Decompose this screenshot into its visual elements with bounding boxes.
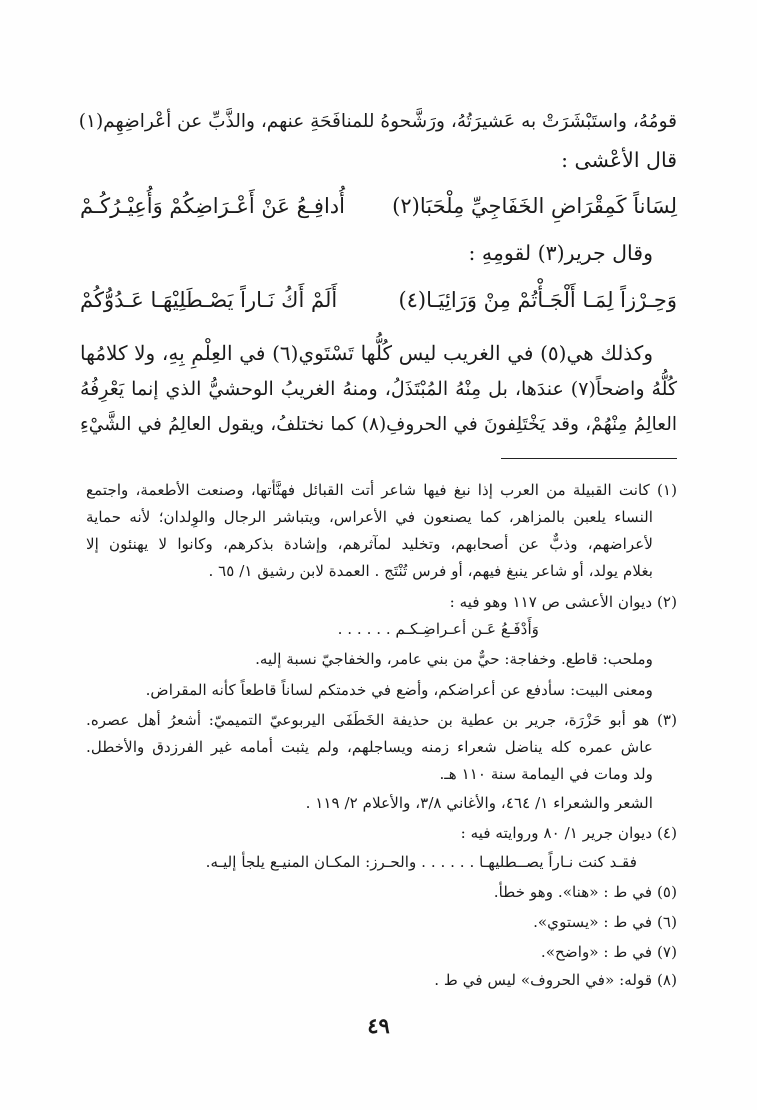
footnote-line: (٧) في ط : «واضح». <box>540 943 677 961</box>
footnote-line: (٥) في ط : «هنا». وهو خطأ. <box>493 883 677 901</box>
footnote-line: (٦) في ط : «يستوي». <box>533 913 677 931</box>
footnote-line: الشعر والشعراء ١/ ٤٦٤، والأغاني ٣/٨، والأعلام ٢/ ١١٩ . <box>305 794 653 812</box>
verse-first-hemistich: أُدافِـعُ عَنْ أَعْـرَاضِكُمْ وَأُعِيْـرُكُـمْ <box>80 194 345 218</box>
body-line: وقال جرير(٣) لقومِهِ : <box>468 241 653 265</box>
verse-line <box>80 283 677 317</box>
footnote-line: (٤) ديوان جرير ١/ ٨٠ وروايته فيه : <box>460 824 677 842</box>
footnote-line: (١) كانت القبيلة من العرب إذا نبغ فيها شاعر أتت القبائل فهنَّأتها، وصنعت الأطعمة، واجتمع <box>86 481 677 499</box>
footnote-line: ومعنى البيت: سأدفع عن أعراضكم، وأضع في خدمتكم لساناً قاطعاً كأنه المقراض. <box>145 681 653 699</box>
verse-second-hemistich: وَحِـرْزاً لِمَـا أَلْجَـأْتُمْ مِنْ وَرَائِيَـا(٤) <box>398 288 677 312</box>
footnote-separator <box>501 458 677 459</box>
footnote-line: (٣) هو أبو حَزْرَة، جرير بن عطية بن حذيفة الخَطَفَى اليربوعيّ التميميّ: أشعرُ أهل عصره. <box>86 711 677 729</box>
footnote-line: عاش عمره كله يناضل شعراء زمنه ويساجلهم، ولم يثبت أمامه غير الفرزدق والأخطل. <box>86 738 653 756</box>
body-line: قال الأعْشى : <box>561 148 677 172</box>
body-line: العالِمُ مِنْهُمْ، وقد يَخْتَلِفونَ في الحروفِ(٨) كما نختلفُ، ويقول العالِمُ في الشَّيْءِ <box>80 414 677 435</box>
body-line: قومُهُ، واستَبْشَرَتْ به عَشيرَتُهُ، ورَشَّحوهُ للمنافَحَةِ عنهم، والذَّبِّ عن أعْراضِهِم(١) <box>78 111 677 132</box>
verse-line <box>80 189 677 223</box>
footnote-line: (٨) قوله: «في الحروف» ليس في ط . <box>434 971 677 989</box>
footnote-line: فقـد كنت نـاراً يصــطليهـا . . . . . . والحـرز: المكـان المنيـع يلجأ إليـه. <box>205 853 637 871</box>
footnote-line: لأعراضهم، وذبٌّ عن أصحابهم، وتخليد لمآثرهم، وإشادة بذكرهم، وكانوا لا يهنئون إلا <box>86 535 653 553</box>
footnote-line: (٢) ديوان الأعشى ص ١١٧ وهو فيه : <box>449 593 677 611</box>
footnote-line: النساء يلعبن بالمزاهر، كما يصنعون في الأعراس، ويتباشر الرجال والوِلدان؛ لأنه حماية <box>86 508 653 526</box>
footnote-line: بغلام يولد، أو شاعر ينبغ فيهم، أو فرس تُنْتَج . العمدة لابن رشيق ١/ ٦٥ . <box>208 562 653 580</box>
verse-second-hemistich: لِسَاناً كَمِقْرَاضِ الخَفَاجِيِّ مِلْحَبَا(٢) <box>392 194 677 218</box>
body-line: وكذلك هي(٥) في الغريب ليس كُلُّها تَسْتَوي(٦) في العِلْمِ بِهِ، ولا كلامُها <box>80 341 653 365</box>
footnote-line: وملحب: قاطع. وخفاجة: حيٌّ من بني عامر، والخفاجيّ نسبة إليه. <box>255 650 653 668</box>
body-line: كُلُّهُ واضحاً(٧) عندَها، بل مِنْهُ المُبْتَذَلُ، ومنهُ الغريبُ الوحشيُّ الذي إنما يَعْرِفُهُ <box>80 378 677 400</box>
footnote-line: ولد ومات في اليمامة سنة ١١٠ هـ. <box>439 765 653 783</box>
verse-first-hemistich: أَلَمْ أَكُ نَـاراً يَصْـطَلِيْهَـا عَـدُوُّكُمْ <box>80 288 338 312</box>
footnote-line: وَأَدْفَـعُ عَـن أعـراضِـكـم . . . . . . <box>337 620 539 638</box>
page-number: ٤٩ <box>367 1013 390 1038</box>
